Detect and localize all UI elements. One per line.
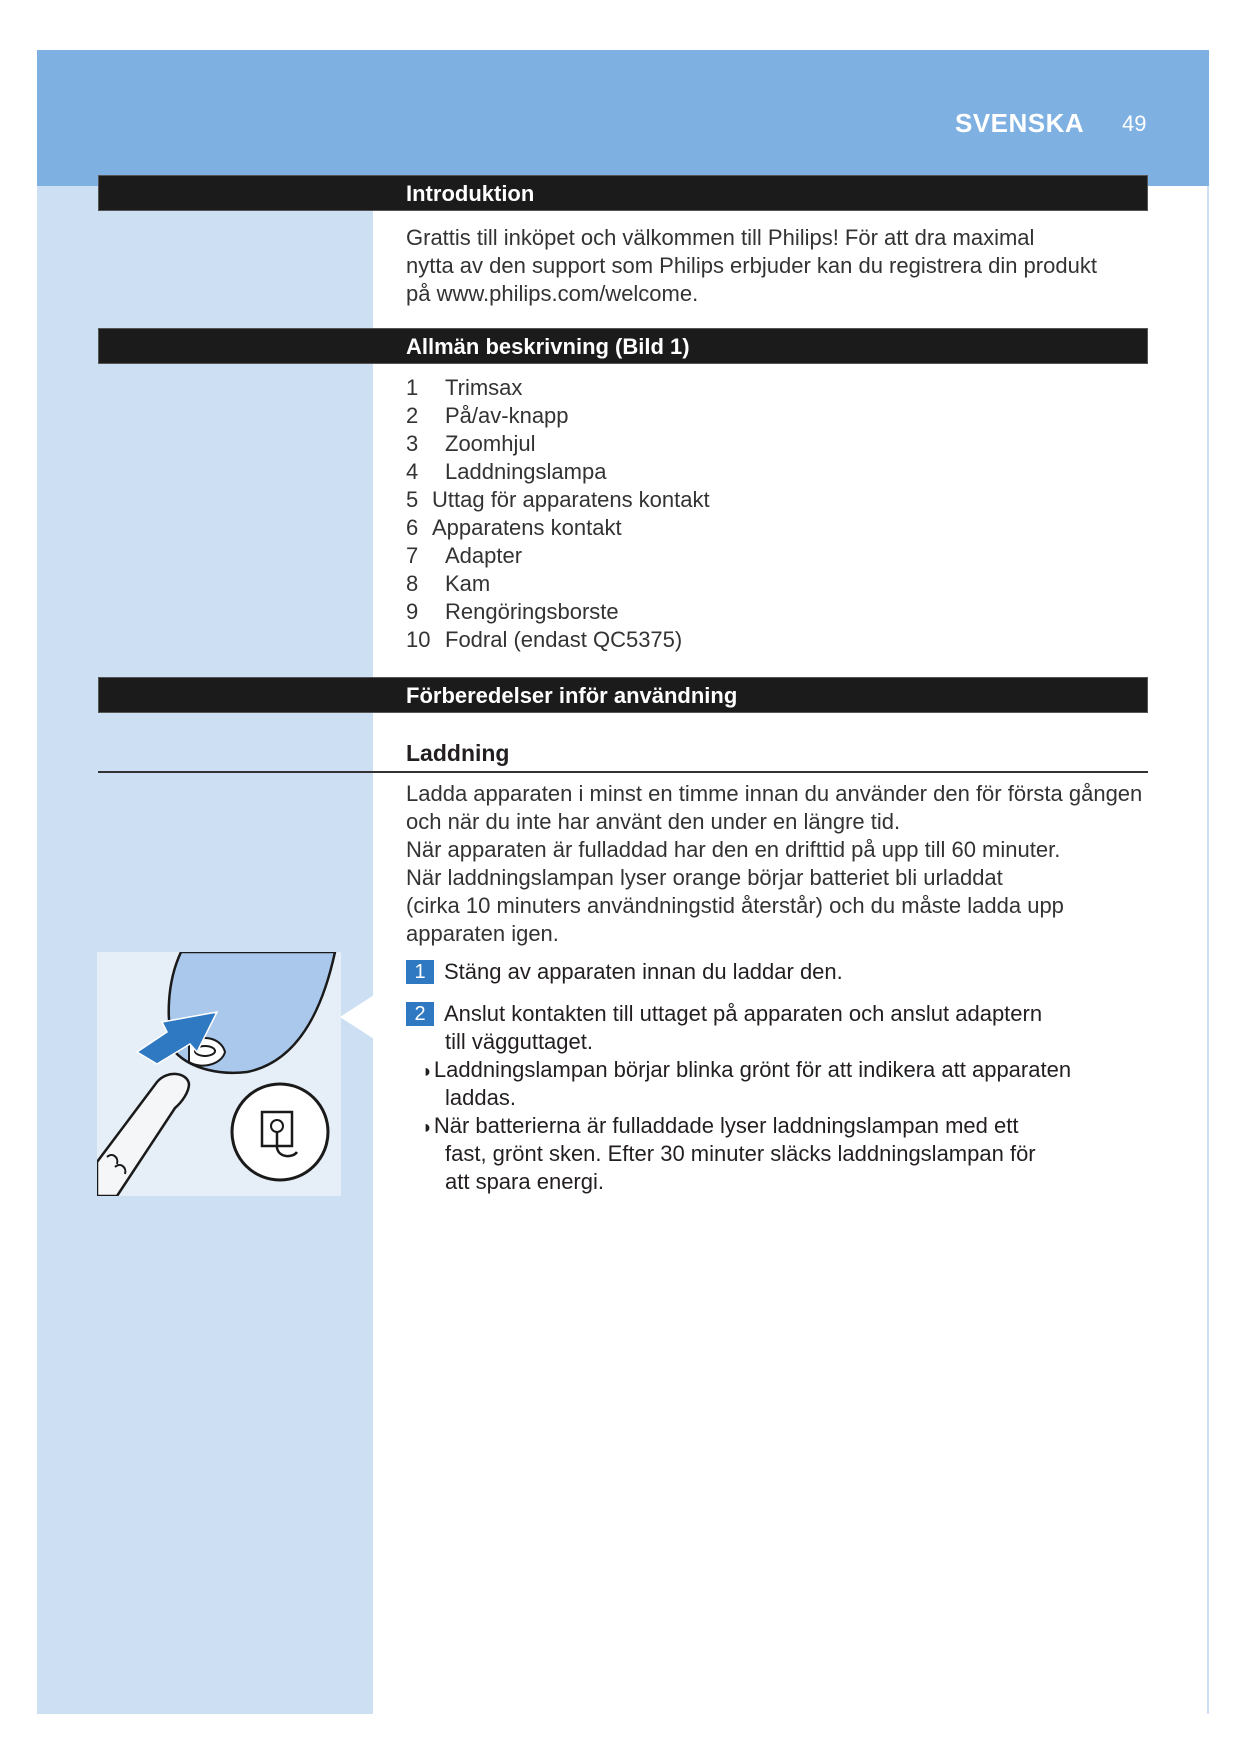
list-item-label: Apparatens kontakt [432,515,622,540]
bullet-text-continued: laddas. [445,1085,516,1110]
list-item-number: 9 [406,599,419,624]
charging-illustration [97,952,341,1196]
list-item [406,626,682,654]
language-label: SVENSKA [955,108,1085,138]
section-bar-beskrivning [98,328,1148,364]
paragraph-line: (cirka 10 minuters användningstid återstår) och du måste ladda upp [406,893,1064,918]
list-item [406,374,522,402]
result-bullet [422,1056,1142,1085]
result-bullet [422,1112,1142,1141]
paragraph-line: När laddningslampan lyser orange börjar batteriet bli urladdat [406,865,1003,890]
step-text: Anslut kontakten till uttaget på apparaten och anslut adaptern [444,1001,1043,1026]
section-title: Allmän beskrivning (Bild 1) [406,334,690,359]
list-item-label: På/av-knapp [445,403,569,428]
list-item [406,570,490,598]
paragraph-line: och när du inte har använt den under en längre tid. [406,809,901,834]
list-item [406,598,619,626]
list-item-number: 3 [406,431,419,456]
section-title: Förberedelser inför användning [406,683,738,708]
subheading-rule [98,771,1148,773]
list-item-number: 4 [406,459,419,484]
list-item-number: 7 [406,543,419,568]
step-number-badge: 1 [406,960,434,984]
intro-line: nytta av den support som Philips erbjuder kan du registrera din produkt [406,253,1097,278]
step-text-continued: till vägguttaget. [445,1029,593,1054]
list-item-number: 2 [406,403,419,428]
bullet-text-continued: att spara energi. [445,1169,604,1194]
list-item-number: 5 [406,487,419,512]
intro-line: Grattis till inköpet och välkommen till Philips! För att dra maximal [406,225,1035,250]
bullet-text-continued: fast, grönt sken. Efter 30 minuter släcks laddningslampan för [445,1141,1036,1166]
bullet-arrow-icon: ◗ [422,1117,433,1137]
right-margin-line [1207,186,1209,1714]
intro-paragraph [406,224,1156,308]
list-item-number: 6 [406,515,419,540]
paragraph-line: Ladda apparaten i minst en timme innan du använder den för första gången [406,781,1143,806]
bullet-text: När batterierna är fulladdade lyser laddningslampan med ett [433,1113,1019,1138]
list-item-label: Trimsax [445,375,523,400]
list-item [406,458,606,486]
subheading-laddning: Laddning [406,740,510,766]
list-item [406,514,622,542]
list-item [406,542,522,570]
page-number: 49 [1122,111,1147,136]
intro-line: på www.philips.com/welcome. [406,281,699,306]
section-bar-introduktion [98,175,1148,211]
list-item [406,402,569,430]
step-text: Stäng av apparaten innan du laddar den. [444,959,843,984]
list-item-label: Rengöringsborste [445,599,619,624]
list-item-label: Zoomhjul [445,431,536,456]
paragraph-line: När apparaten är fulladdad har den en drifttid på upp till 60 minuter. [406,837,1061,862]
bullet-arrow-icon: ◗ [422,1061,433,1081]
list-item-label: Uttag för apparatens kontakt [432,487,710,512]
list-item-number: 8 [406,571,419,596]
bullet-text: Laddningslampan börjar blinka grönt för att indikera att apparaten [433,1057,1072,1082]
list-item-label: Laddningslampa [445,459,607,484]
section-bar-forberedelser [98,677,1148,713]
list-item [406,486,710,514]
list-item-number: 10 [406,627,431,652]
list-item-label: Fodral (endast QC5375) [445,627,683,652]
list-item-number: 1 [406,375,419,400]
illustration-pointer [340,995,374,1039]
section-title: Introduktion [406,181,535,206]
charging-paragraph [406,780,1186,948]
step-number-badge: 2 [406,1002,434,1026]
list-item-label: Adapter [445,543,523,568]
paragraph-line: apparaten igen. [406,921,559,946]
step-2 [406,1000,1146,1028]
list-item [406,430,535,458]
sidebar-band [37,186,373,1714]
list-item-label: Kam [445,571,491,596]
step-1 [406,958,1146,986]
